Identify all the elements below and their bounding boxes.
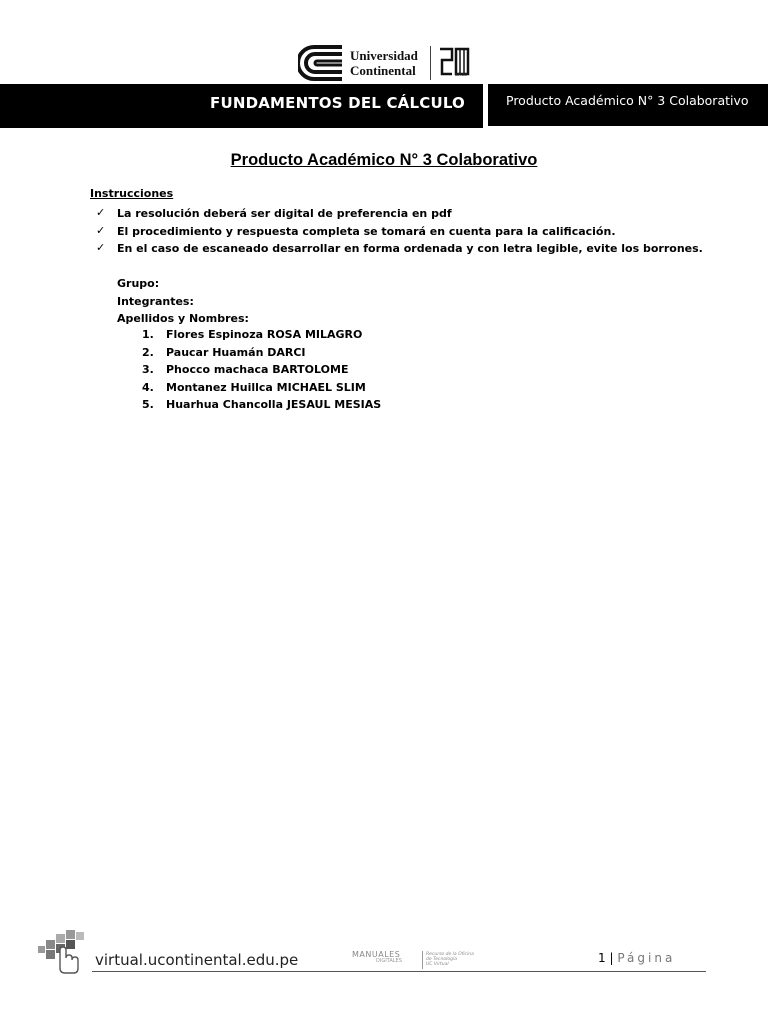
instruction-item: ✓ En el caso de escaneado desarrollar en forma ordenada y con letra legible, evite los borrones. <box>96 241 703 255</box>
checkmark-icon: ✓ <box>96 206 106 219</box>
document-title: Producto Académico N° 3 Colaborativo <box>230 151 538 169</box>
instructions-list <box>96 207 703 260</box>
footer-logo-divider <box>422 951 423 969</box>
names-label: Apellidos y Nombres: <box>117 312 249 325</box>
instruction-item: ✓ La resolución deberá ser digital de preferencia en pdf <box>96 206 452 220</box>
manuales-digitales-logo: MANUALES DIGITALES <box>352 950 402 964</box>
instruction-item: ✓ El procedimiento y respuesta completa se tomará en cuenta para la calificación. <box>96 223 616 238</box>
page-label: Página <box>617 951 676 965</box>
footer-divider <box>92 971 706 972</box>
footer-url: virtual.ucontinental.edu.pe <box>95 951 299 969</box>
group-label: Grupo: <box>117 277 160 290</box>
members-list <box>142 328 381 416</box>
member-item: 4. Montanez Huillca MICHAEL SLIM <box>142 380 366 394</box>
recurso-text: Recurso de la Oficina de Tecnología UC Virtual <box>426 952 474 967</box>
members-label: Integrantes: <box>117 294 194 308</box>
checkmark-icon: ✓ <box>96 223 106 237</box>
page-separator: | <box>609 951 614 965</box>
page-indicator <box>598 951 675 965</box>
university-logo <box>298 44 473 82</box>
logo-wordmark: Universidad Continental <box>350 48 418 78</box>
checkmark-icon: ✓ <box>96 241 106 254</box>
product-label-bar <box>488 84 768 126</box>
course-title-bar <box>0 84 483 128</box>
logo-divider <box>430 46 431 80</box>
course-title: FUNDAMENTOS DEL CÁLCULO <box>210 94 465 112</box>
member-item: 5. Huarhua Chancolla JESAUL MESIAS <box>142 398 382 411</box>
page-number: 1 <box>598 951 606 965</box>
member-item: 3. Phocco machaca BARTOLOME <box>142 363 349 376</box>
touch-hand-icon <box>38 930 92 974</box>
anniversary-label: años <box>455 72 467 78</box>
group-info <box>117 277 249 330</box>
product-label: Producto Académico N° 3 Colaborativo <box>506 93 749 108</box>
member-item: 2. Paucar Huamán DARCI <box>142 345 306 359</box>
continental-logo-icon <box>298 44 344 82</box>
instructions-heading: Instrucciones <box>90 187 174 200</box>
member-item: 1. Flores Espinoza ROSA MILAGRO <box>142 328 363 341</box>
